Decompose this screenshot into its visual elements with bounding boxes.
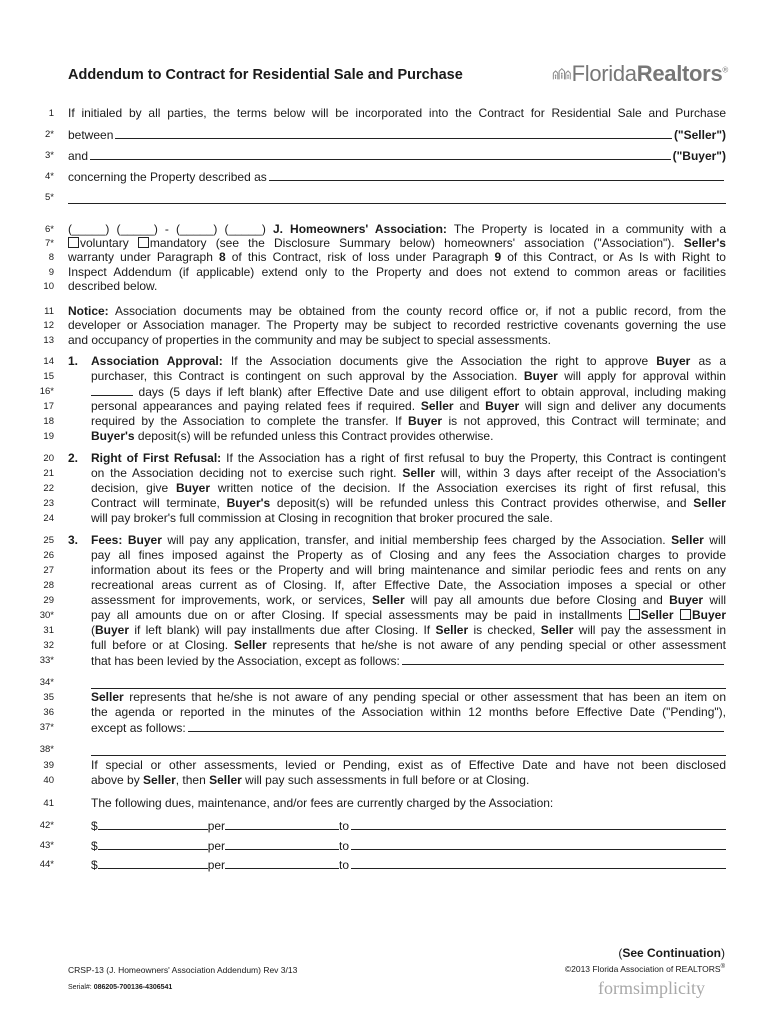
s2-line-20 bbox=[91, 451, 726, 466]
text: Seller bbox=[209, 773, 242, 787]
text: purchaser, this Contract is contingent on such approval by the Association. bbox=[91, 369, 518, 383]
clause-j-line-7 bbox=[68, 236, 726, 251]
text: ©2013 Florida Association of REALTORS bbox=[564, 964, 721, 974]
line-number: 1 bbox=[48, 108, 54, 119]
text: will sign and deliver any documents bbox=[524, 399, 727, 413]
line-number: 13 bbox=[43, 335, 54, 346]
line-number: 2* bbox=[45, 129, 54, 140]
line-number: 20 bbox=[43, 453, 54, 464]
text: full before or at Closing. bbox=[91, 638, 229, 652]
text: Buyer bbox=[95, 623, 130, 637]
line-number: 43* bbox=[39, 840, 54, 851]
fee-row bbox=[91, 857, 726, 873]
line-number: 27 bbox=[43, 565, 54, 576]
fee-payee-field[interactable] bbox=[351, 818, 726, 830]
text: Seller bbox=[420, 399, 454, 413]
text: voluntary bbox=[80, 236, 129, 250]
text: ( bbox=[618, 946, 623, 960]
text: Buyer bbox=[408, 414, 443, 428]
text: will, within 3 days after receipt of the Association's bbox=[440, 466, 726, 480]
s3-line-31: (Buyer if left blank) will pay installments due after Closing. If Seller is checked, Seller will pay the assessment in bbox=[91, 623, 727, 637]
text: is checked, bbox=[473, 623, 536, 637]
line-number: 14 bbox=[43, 356, 54, 367]
text: Seller bbox=[371, 593, 405, 607]
text: $ bbox=[91, 819, 98, 833]
intro-text: If initialed by all parties, the terms below will be incorporated into the Contract for Residential Sale and Purchase bbox=[68, 106, 726, 120]
approval-days-field[interactable] bbox=[91, 384, 133, 396]
seller-tag: ("Seller") bbox=[673, 128, 726, 142]
line-number: 29 bbox=[43, 595, 54, 606]
fee-row bbox=[91, 818, 726, 834]
s3-line-33 bbox=[91, 653, 726, 669]
line-number: 32 bbox=[43, 640, 54, 651]
line-number: 41 bbox=[43, 798, 54, 809]
installments-buyer-checkbox[interactable] bbox=[680, 609, 691, 620]
line-number: 25 bbox=[43, 535, 54, 546]
formsimplicity-logo: formsimplicity bbox=[598, 978, 705, 998]
text: Contract will terminate, bbox=[91, 496, 220, 510]
text: Buyer bbox=[127, 533, 162, 547]
line-number: 39 bbox=[43, 760, 54, 771]
text: per bbox=[207, 839, 226, 853]
text: 8 bbox=[218, 250, 226, 264]
property-description-field-2[interactable] bbox=[68, 190, 726, 204]
s3-line-30 bbox=[91, 608, 726, 623]
s3-line-37 bbox=[91, 720, 726, 736]
text: Seller bbox=[143, 773, 176, 787]
text: Seller bbox=[671, 533, 704, 547]
line-number: 18 bbox=[43, 416, 54, 427]
text: will pay all amounts due before Closing and bbox=[410, 593, 663, 607]
s1-line-16 bbox=[91, 384, 726, 400]
s3-line-39: If special or other assessments, levied or Pending, exist as of Effective Date and have not been disclosed bbox=[91, 758, 726, 772]
florida-realtors-houses-icon bbox=[552, 58, 572, 90]
text: decision, give bbox=[91, 481, 169, 495]
fee-payee-field[interactable] bbox=[351, 857, 726, 869]
fee-row bbox=[91, 838, 726, 854]
text: days (5 days if left blank) after Effective Date and use diligent effort to obtain approval, including making bbox=[138, 385, 726, 399]
line-number: 42* bbox=[39, 820, 54, 831]
s2-line-24: will pay broker's full commission at Closing in recognition that broker procured the sale. bbox=[91, 511, 553, 525]
text: ® bbox=[720, 964, 725, 971]
text: assessment for improvements, work, or services, bbox=[91, 593, 366, 607]
buyer-line bbox=[68, 148, 726, 164]
text: represents that he/she is not aware of any pending special or other assessment that has been an item on bbox=[129, 690, 726, 704]
fee-period-field[interactable] bbox=[225, 838, 339, 850]
line-number: 30* bbox=[39, 610, 54, 621]
text: Seller's bbox=[683, 236, 726, 250]
fee-payee-field[interactable] bbox=[351, 838, 726, 850]
text: Buyer bbox=[691, 608, 726, 622]
s1-line-15 bbox=[91, 369, 726, 384]
text: mandatory bbox=[149, 236, 207, 250]
line-number: 11 bbox=[44, 306, 54, 317]
line-number: 12 bbox=[43, 320, 54, 331]
text: per bbox=[207, 819, 226, 833]
line-number: 36 bbox=[43, 707, 54, 718]
notice-line-11 bbox=[68, 304, 726, 319]
concerning-label: concerning the Property described as bbox=[68, 170, 267, 184]
levied-assessment-field[interactable] bbox=[402, 653, 724, 665]
text: , then bbox=[175, 773, 206, 787]
text: written notice of the decision. If the Association exercises its right of first refusal, this bbox=[217, 481, 726, 495]
text: Buyer bbox=[485, 399, 520, 413]
fee-amount-field[interactable] bbox=[98, 818, 208, 830]
text: Seller bbox=[91, 690, 124, 704]
text: Buyer's bbox=[226, 496, 271, 510]
text: If the Association has a right of first refusal to buy the Property, this Contract is contingent bbox=[226, 451, 726, 465]
between-label: between bbox=[68, 128, 114, 142]
s3-line-26: pay all fines imposed against the Property as of Closing and any fees the Association charges to provide bbox=[91, 548, 726, 562]
seller-name-field[interactable] bbox=[115, 127, 672, 139]
clause-j-line-10: described below. bbox=[68, 279, 158, 293]
text: Seller bbox=[402, 466, 436, 480]
text: to bbox=[339, 819, 350, 833]
mandatory-checkbox[interactable] bbox=[138, 237, 149, 248]
text: on the Association deciding not to exercise such right. bbox=[91, 466, 397, 480]
line-number: 3* bbox=[45, 150, 54, 161]
text: Buyer bbox=[523, 369, 558, 383]
text: Seller bbox=[435, 623, 469, 637]
text: will bbox=[709, 593, 727, 607]
s1-line-18 bbox=[91, 414, 726, 429]
line-number: 8 bbox=[48, 252, 54, 263]
text: deposit(s) will be refunded unless this Contract provides otherwise, and bbox=[276, 496, 687, 510]
text: represents that he/she is not aware of any pending special or other assessment bbox=[272, 638, 726, 652]
text: is not approved, this Contract will terminate; and bbox=[448, 414, 727, 428]
text: The Property is located in a community with a bbox=[453, 222, 727, 236]
notice-label: Notice: bbox=[68, 304, 109, 318]
clause-j-line-9: Inspect Addendum (if applicable) extend only to the Property and does not extend to common areas or facilities bbox=[68, 265, 726, 279]
text: ) bbox=[721, 946, 725, 960]
line-number: 24 bbox=[43, 513, 54, 524]
line-number: 4* bbox=[45, 171, 54, 182]
text: Buyer bbox=[669, 593, 704, 607]
line-number: 26 bbox=[43, 550, 54, 561]
text: Seller bbox=[540, 623, 574, 637]
s1-line-17 bbox=[91, 399, 726, 414]
clause-j-line-6 bbox=[68, 222, 726, 237]
s1-line-14 bbox=[91, 354, 726, 369]
s3-line-28: recreational areas current as of Closing. If, after Effective Date, the Association imposes a special or other bbox=[91, 578, 726, 592]
buyer-tag: ("Buyer") bbox=[672, 149, 726, 163]
line-number: 19 bbox=[43, 431, 54, 442]
text: See Continuation bbox=[622, 946, 721, 960]
text: deposit(s) will be refunded unless this Contract provides otherwise. bbox=[137, 429, 494, 443]
text: per bbox=[207, 858, 226, 872]
and-label: and bbox=[68, 149, 89, 163]
line-number: 10 bbox=[43, 281, 54, 292]
line-number: 7* bbox=[45, 238, 54, 249]
voluntary-checkbox[interactable] bbox=[68, 237, 79, 248]
text: (see the Disclosure Summary below) homeowners' association ("Association"). bbox=[215, 236, 675, 250]
s3-line-35 bbox=[91, 690, 726, 705]
s2-line-21 bbox=[91, 466, 726, 481]
fee-period-field[interactable] bbox=[225, 857, 339, 869]
line-number: 44* bbox=[39, 859, 54, 870]
section-1-number: 1. bbox=[68, 354, 79, 368]
text: will apply for approval within bbox=[564, 369, 726, 383]
clause-j-heading: J. Homeowners' Association: bbox=[272, 222, 447, 236]
text: Buyer bbox=[656, 354, 691, 368]
text: If the Association documents give the Association the right to approve bbox=[230, 354, 649, 368]
levied-assessment-field-2[interactable] bbox=[91, 675, 726, 689]
s3-line-25 bbox=[91, 533, 726, 548]
property-description-field[interactable] bbox=[269, 169, 724, 181]
serial-number bbox=[68, 984, 172, 991]
text: $ bbox=[91, 858, 98, 872]
text: Association documents may be obtained from the county record office or, if not a public record, from the bbox=[114, 304, 726, 318]
fee-period-field[interactable] bbox=[225, 818, 339, 830]
s2-line-23 bbox=[91, 496, 726, 511]
line-number: 33* bbox=[39, 655, 54, 666]
text: will pay such assessments in full before or at Closing. bbox=[245, 773, 530, 787]
line-number: 37* bbox=[39, 722, 54, 733]
fee-amount-field[interactable] bbox=[98, 838, 208, 850]
text: will bbox=[709, 533, 726, 547]
text: will pay any application, transfer, and initial membership fees charged by the Association. bbox=[167, 533, 666, 547]
initials-fields[interactable]: (_____) (_____) - (_____) (_____) bbox=[68, 222, 266, 236]
text: Seller bbox=[640, 608, 674, 622]
line-number: 16* bbox=[39, 386, 54, 397]
line-number: 9 bbox=[48, 267, 54, 278]
florida-realtors-logo bbox=[552, 56, 728, 92]
document-title: Addendum to Contract for Residential Sale and Purchase bbox=[68, 67, 463, 83]
line-number: 17 bbox=[43, 401, 54, 412]
s2-heading: Right of First Refusal: bbox=[91, 451, 222, 465]
installments-seller-checkbox[interactable] bbox=[629, 609, 640, 620]
s3-line-36: the agenda or reported in the minutes of the Association within 12 months before Effective Date ("Pending"), bbox=[91, 705, 726, 719]
s3-line-27: information about its fees or the Property and will bring maintenance and similar periodic fees and rents on any bbox=[91, 563, 726, 577]
s3-heading: Fees: bbox=[91, 533, 123, 547]
copyright bbox=[565, 964, 725, 974]
text: above by bbox=[91, 773, 140, 787]
text: pay all amounts due on or after Closing. If special assessments may be paid in installments bbox=[91, 608, 623, 622]
see-continuation bbox=[618, 946, 725, 960]
buyer-name-field[interactable] bbox=[90, 148, 671, 160]
clause-j-line-8 bbox=[68, 250, 726, 265]
text: of this Contract, or As Is with Right to bbox=[507, 250, 726, 264]
s1-line-19 bbox=[91, 429, 726, 444]
text: 086205-700136-4306541 bbox=[93, 984, 173, 991]
line-number: 34* bbox=[39, 677, 54, 688]
text: Seller bbox=[693, 496, 726, 510]
text: personal appearances and paying related fees if required. bbox=[91, 399, 416, 413]
line-number: 22 bbox=[43, 483, 54, 494]
text: that has been levied by the Association, except as follows: bbox=[91, 654, 400, 668]
text: warranty under Paragraph bbox=[68, 250, 213, 264]
line-number: 23 bbox=[43, 498, 54, 509]
s2-line-22 bbox=[91, 481, 726, 496]
line-number: 38* bbox=[39, 744, 54, 755]
text: to bbox=[339, 858, 350, 872]
text: as a bbox=[698, 354, 726, 368]
line-number: 6* bbox=[45, 224, 54, 235]
line-number: 31 bbox=[43, 625, 54, 636]
s3-line-32 bbox=[91, 638, 726, 653]
text: to bbox=[339, 839, 350, 853]
line-number: 15 bbox=[43, 371, 54, 382]
line-number: 28 bbox=[43, 580, 54, 591]
s3-line-29 bbox=[91, 593, 726, 608]
section-3-number: 3. bbox=[68, 533, 79, 547]
pending-assessment-field-2[interactable] bbox=[91, 742, 726, 756]
property-line bbox=[68, 169, 726, 185]
fee-amount-field[interactable] bbox=[98, 857, 208, 869]
text: $ bbox=[91, 839, 98, 853]
notice-line-13: and occupancy of properties in the community and may be subject to special assessments. bbox=[68, 333, 551, 347]
text: Buyer's bbox=[91, 429, 135, 443]
s3-line-40 bbox=[91, 773, 726, 788]
text: will pay the assessment in bbox=[578, 623, 727, 637]
text: except as follows: bbox=[91, 721, 186, 735]
text: Serial#: bbox=[68, 984, 92, 991]
logo-wordmark: FloridaRealtors® bbox=[571, 61, 728, 86]
seller-line bbox=[68, 127, 726, 143]
line-number: 21 bbox=[43, 468, 54, 479]
line-number: 40 bbox=[43, 775, 54, 786]
text: Buyer bbox=[176, 481, 211, 495]
line-number: 5* bbox=[45, 192, 54, 203]
line-number: 35 bbox=[43, 692, 54, 703]
text: required by the Association to complete the transfer. If bbox=[91, 414, 402, 428]
text: 9 bbox=[494, 250, 502, 264]
s3-line-41: The following dues, maintenance, and/or fees are currently charged by the Association: bbox=[91, 796, 554, 810]
s1-heading: Association Approval: bbox=[91, 354, 223, 368]
form-id: CRSP-13 (J. Homeowners' Association Addendum) Rev 3/13 bbox=[68, 965, 298, 975]
text: if left blank) will pay installments due after Closing. If bbox=[134, 623, 431, 637]
text: and bbox=[459, 399, 480, 413]
text: of this Contract, risk of loss under Paragraph bbox=[231, 250, 489, 264]
section-2-number: 2. bbox=[68, 451, 79, 465]
notice-line-12: developer or Association manager. The Property may be subject to recorded restrictive covenants governing the use bbox=[68, 318, 726, 332]
pending-assessment-field[interactable] bbox=[188, 720, 724, 732]
text: Seller bbox=[234, 638, 267, 652]
